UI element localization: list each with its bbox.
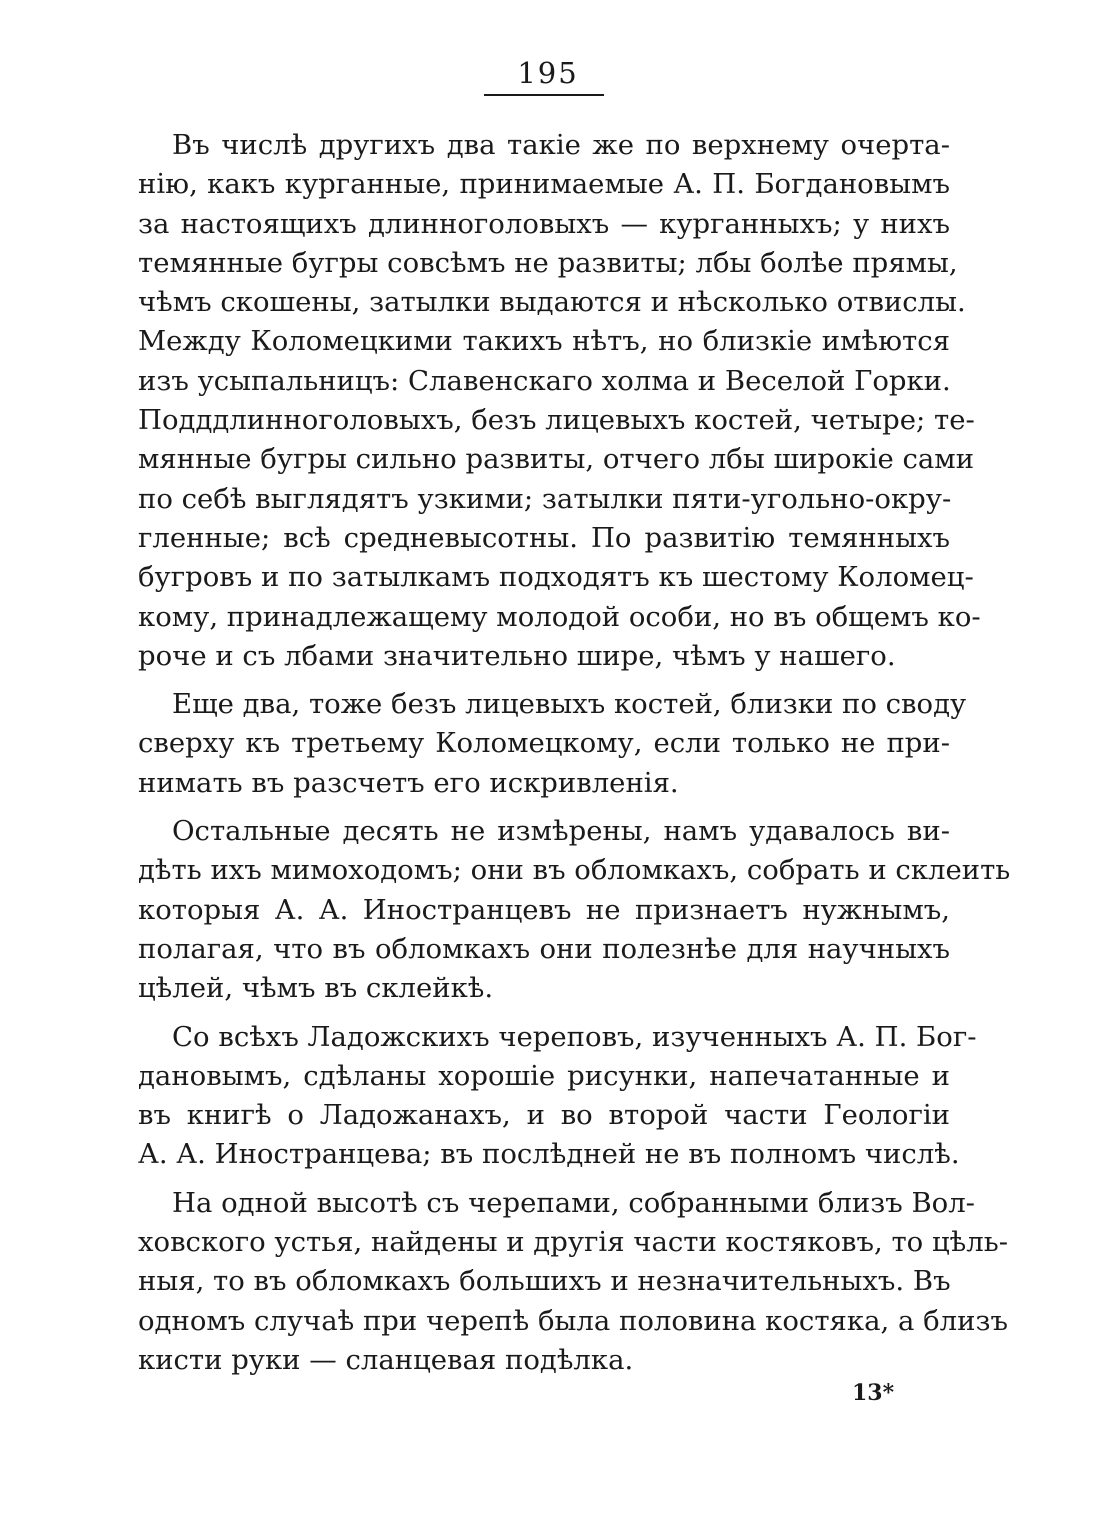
text-line: изъ усыпальницъ: Славенскаго холма и Веселой Горки. bbox=[138, 364, 951, 397]
text-line: Въ числѣ другихъ два такіе же по верхнему очерта- bbox=[172, 129, 950, 161]
text-line: Остальные десять не измѣрены, намъ удавалось ви- bbox=[172, 815, 950, 848]
text-line: бугровъ и по затылкамъ подходятъ къ шестому Коломец- bbox=[138, 561, 974, 594]
text-line: которыя А. А. Иностранцевъ не признаетъ нужнымъ, bbox=[138, 893, 950, 926]
page-number: 195 bbox=[517, 56, 579, 90]
text-line: Подддлинноголовыхъ, безъ лицевыхъ костей, четыре; те- bbox=[138, 404, 975, 437]
text-line: роче и съ лбами значительно шире, чѣмъ у нашего. bbox=[138, 639, 896, 672]
text-line: въ книгѣ о Ладожанахъ, и во второй части Геологіи bbox=[138, 1099, 950, 1132]
text-line: чѣмъ скошены, затылки выдаются и нѣсколько отвислы. bbox=[138, 286, 966, 319]
text-line: по себѣ выглядятъ узкими; затылки пяти-угольно-окру- bbox=[138, 482, 952, 515]
paragraph bbox=[138, 685, 967, 803]
text-line: кисти руки — сланцевая подѣлка. bbox=[138, 1343, 634, 1376]
paragraph bbox=[138, 1018, 977, 1175]
paragraph bbox=[138, 126, 981, 676]
text-line: цѣлей, чѣмъ въ склейкѣ. bbox=[138, 972, 494, 1005]
text-line: темянные бугры совсѣмъ не развиты; лбы болѣе прямы, bbox=[138, 246, 958, 279]
body-text bbox=[138, 126, 1011, 1389]
text-line: А. А. Иностранцева; въ послѣдней не въ полномъ числѣ. bbox=[138, 1138, 960, 1171]
text-line: нимать въ разсчетъ его искривленія. bbox=[138, 766, 679, 799]
text-line: одномъ случаѣ при черепѣ была половина костяка, а близъ bbox=[138, 1304, 1008, 1337]
text-line: полагая, что въ обломкахъ они полезнѣе для научныхъ bbox=[138, 932, 950, 965]
text-line: дѣть ихъ мимоходомъ; они въ обломкахъ, собрать и склеить bbox=[138, 854, 1011, 887]
text-line: гленные; всѣ средневысотны. По развитію темянныхъ bbox=[138, 521, 950, 554]
text-line: за настоящихъ длинноголовыхъ — курганныхъ; у нихъ bbox=[138, 207, 950, 240]
text-line: дановымъ, сдѣланы хорошіе рисунки, напечатанные и bbox=[138, 1059, 950, 1092]
text-line: ныя, то въ обломкахъ большихъ и незначительныхъ. Въ bbox=[138, 1265, 951, 1298]
signature-mark: 13* bbox=[852, 1380, 895, 1406]
text-line: На одной высотѣ съ черепами, собранными близъ Вол- bbox=[172, 1186, 975, 1219]
text-line: Еще два, тоже безъ лицевыхъ костей, близки по своду bbox=[172, 688, 967, 721]
paragraph bbox=[138, 1184, 1008, 1380]
text-line: мянные бугры сильно развиты, отчего лбы широкіе сами bbox=[138, 443, 975, 476]
text-line: Между Коломецкими такихъ нѣтъ, но близкіе имѣются bbox=[138, 325, 950, 358]
text-line: ховского устья, найдены и другія части костяковъ, то цѣль- bbox=[138, 1226, 1008, 1259]
text-line: кому, принадлежащему молодой особи, но въ общемъ ко- bbox=[138, 600, 981, 633]
header-rule bbox=[484, 94, 604, 96]
text-line: нію, какъ курганные, принимаемые А. П. Богдановымъ bbox=[138, 168, 950, 201]
text-line: сверху къ третьему Коломецкому, если только не при- bbox=[138, 727, 950, 760]
paragraph bbox=[138, 812, 1011, 1008]
text-line: Со всѣхъ Ладожскихъ череповъ, изученныхъ А. П. Бог- bbox=[172, 1020, 977, 1053]
